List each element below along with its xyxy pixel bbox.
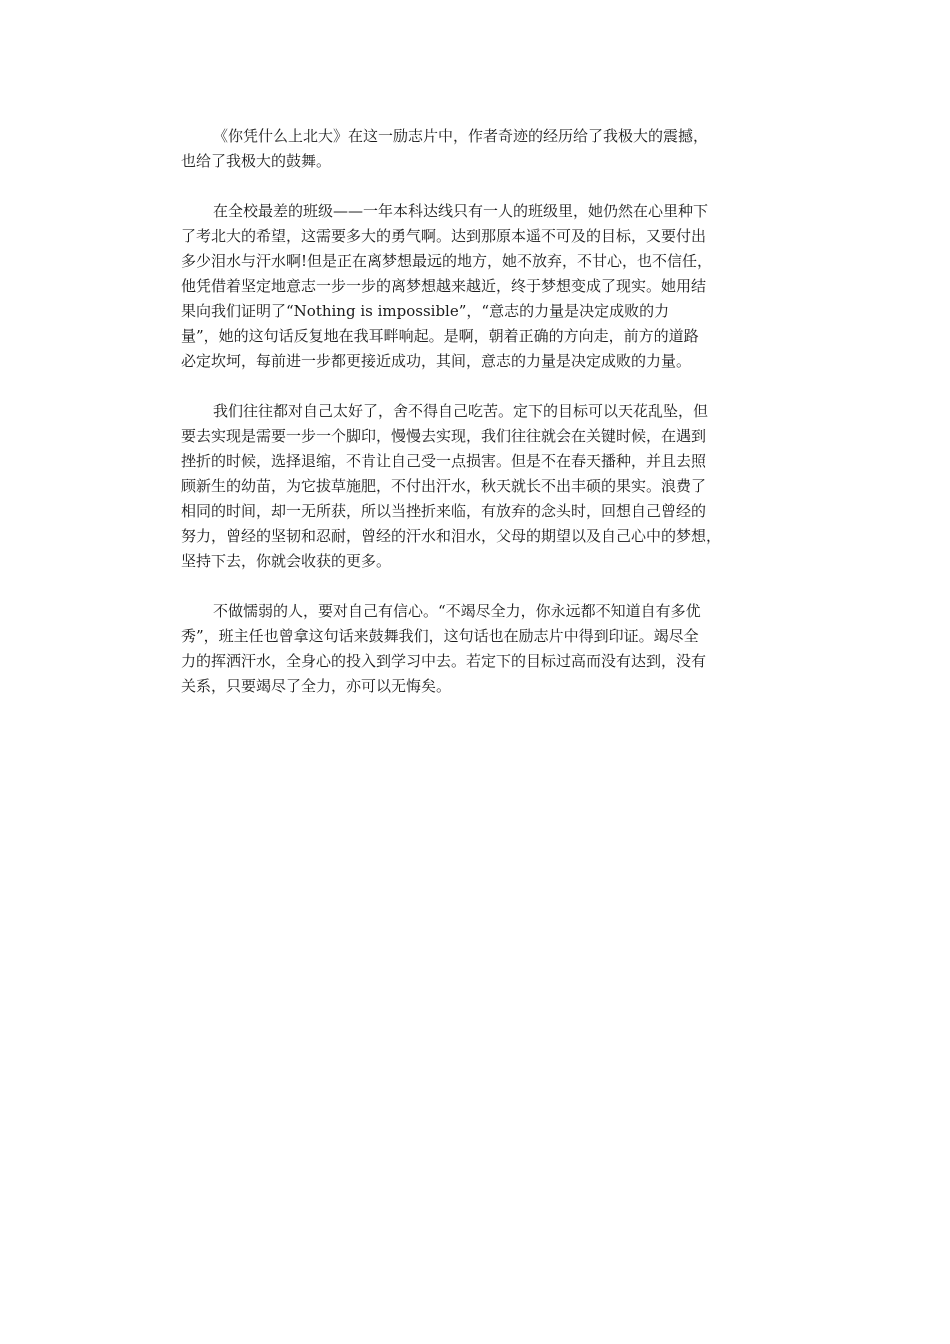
text-line: 了考北大的希望，这需要多大的勇气啊。达到那原本遥不可及的目标，又要付出 bbox=[181, 227, 707, 245]
document-body bbox=[181, 124, 779, 724]
text-line: 关系，只要竭尽了全力，亦可以无悔矣。 bbox=[181, 677, 452, 695]
text-line: 《你凭什么上北大》在这一励志片中，作者奇迹的经历给了我极大的震撼， bbox=[213, 127, 709, 145]
text-line: 相同的时间，却一无所获，所以当挫折来临，有放弃的念头时，回想自己曾经的 bbox=[181, 502, 707, 520]
text-line: 挫折的时候，选择退缩，不肯让自己受一点损害。但是不在春天播种，并且去照 bbox=[181, 452, 707, 470]
text-line: 力的挥洒汗水，全身心的投入到学习中去。若定下的目标过高而没有达到，没有 bbox=[181, 652, 707, 670]
text-line: 坚持下去，你就会收获的更多。 bbox=[181, 552, 392, 570]
paragraph-1 bbox=[181, 124, 779, 174]
text-line: 努力，曾经的坚韧和忍耐，曾经的汗水和泪水，父母的期望以及自己心中的梦想， bbox=[181, 527, 722, 545]
paragraph-4 bbox=[181, 599, 779, 699]
text-line: 果向我们证明了“Nothing is impossible”，“意志的力量是决定成败的力 bbox=[181, 302, 670, 320]
text-line: 秀”，班主任也曾拿这句话来鼓舞我们，这句话也在励志片中得到印证。竭尽全 bbox=[181, 627, 699, 645]
text-line: 他凭借着坚定地意志一步一步的离梦想越来越近，终于梦想变成了现实。她用结 bbox=[181, 277, 707, 295]
paragraph-3 bbox=[181, 399, 779, 574]
text-line: 顾新生的幼苗，为它拔草施肥，不付出汗水，秋天就长不出丰硕的果实。浪费了 bbox=[181, 477, 707, 495]
text-line: 不做懦弱的人，要对自己有信心。“不竭尽全力，你永远都不知道自有多优 bbox=[213, 602, 701, 620]
text-line: 我们往往都对自己太好了，舍不得自己吃苦。定下的目标可以天花乱坠，但 bbox=[213, 402, 709, 420]
text-line: 必定坎坷，每前进一步都更接近成功，其间，意志的力量是决定成败的力量。 bbox=[181, 352, 692, 370]
text-line: 多少泪水与汗水啊!但是正在离梦想最远的地方，她不放弃，不甘心，也不信任， bbox=[181, 252, 713, 270]
paragraph-2 bbox=[181, 199, 779, 374]
text-line: 要去实现是需要一步一个脚印，慢慢去实现，我们往往就会在关键时候，在遇到 bbox=[181, 427, 707, 445]
text-line: 在全校最差的班级——一年本科达线只有一人的班级里，她仍然在心里种下 bbox=[213, 202, 709, 220]
text-line: 量”，她的这句话反复地在我耳畔响起。是啊，朝着正确的方向走，前方的道路 bbox=[181, 327, 699, 345]
text-line: 也给了我极大的鼓舞。 bbox=[181, 152, 332, 170]
